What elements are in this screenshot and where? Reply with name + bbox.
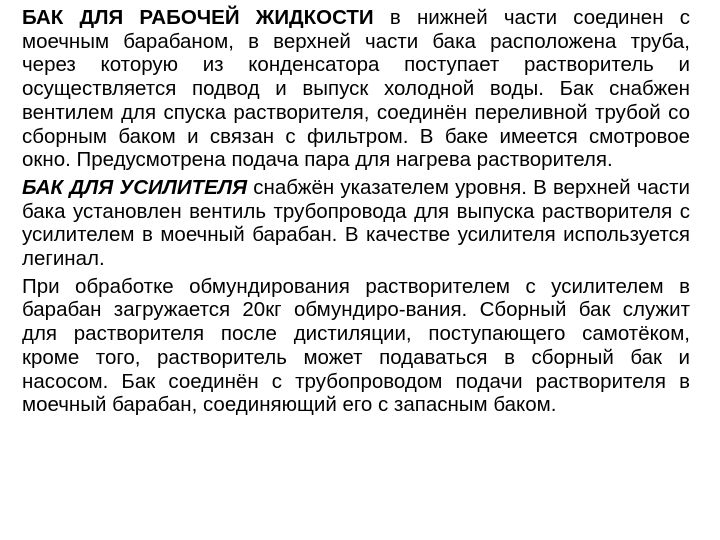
paragraph-working-fluid-tank [22,6,690,172]
paragraph-text: снабжён указателем уровня. В верхней части бака установлен вентиль трубопровода для выпуска растворителя с усилителем в моечный барабан. В качестве усилителя используется легинал. [22,175,690,271]
paragraph-amplifier-tank [22,176,690,271]
heading-working-fluid-tank: БАК ДЛЯ РАБОЧЕЙ ЖИДКОСТИ [22,6,374,29]
heading-amplifier-tank: БАК ДЛЯ УСИЛИТЕЛЯ [22,175,248,199]
paragraph-text: в нижней части соединен с моечным барабаном, в верхней части бака расположена труба, через которую из конденсатора поступает растворитель и осуществляется подвод и выпуск холодной воды. Бак снабжен вентилем для спуска растворителя, соединён переливной трубой со сборным баком и связан с фильтром. В баке имеется смотровое окно. Предусмотрена подача пара для нагрева растворителя. [22,6,690,172]
document-body [22,6,690,534]
paragraph-processing [22,275,690,417]
paragraph-text: При обработке обмундирования растворителем с усилителем в барабан загружается 20кг обмундиро-вания. Сборный бак служит для растворителя после дистиляции, поступающего самотёком, кроме того, растворитель может подаваться в сборный бак и насосом. Бак соединён с трубопроводом подачи растворителя в моечный барабан, соединяющий его с запасным баком. [22,274,690,417]
